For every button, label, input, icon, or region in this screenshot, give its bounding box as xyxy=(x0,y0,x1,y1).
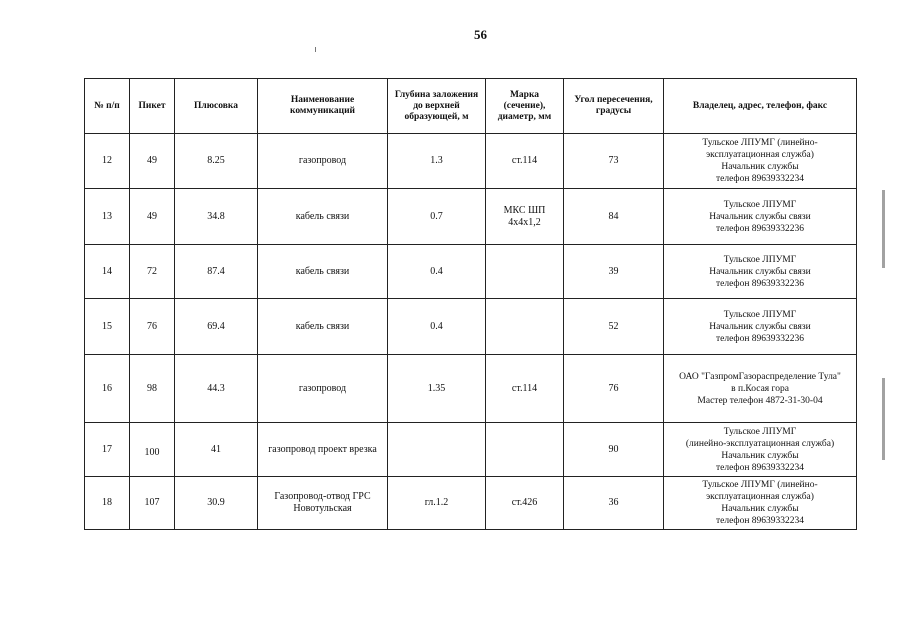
cell-name: кабель связи xyxy=(258,245,388,299)
table-row xyxy=(85,477,857,530)
page-number: 56 xyxy=(474,27,487,42)
cell-picket: 107 xyxy=(130,477,175,530)
cell-owner xyxy=(664,423,857,477)
cell-angle: 36 xyxy=(564,477,664,530)
cell-picket: 49 xyxy=(130,189,175,245)
cell-mark: ст.114 xyxy=(486,134,564,189)
cell-mark xyxy=(486,299,564,355)
cell-name: газопровод xyxy=(258,134,388,189)
cell-owner xyxy=(664,355,857,423)
owner-line: Тульское ЛПУМГ xyxy=(723,199,797,210)
scan-margin-mark xyxy=(882,378,885,460)
cell-angle: 76 xyxy=(564,355,664,423)
owner-line: телефон 89639332236 xyxy=(715,333,805,344)
cell-plus: 87.4 xyxy=(175,245,258,299)
table-row xyxy=(85,299,857,355)
cell-owner xyxy=(664,189,857,245)
cell-owner xyxy=(664,477,857,530)
cell-plus: 44.3 xyxy=(175,355,258,423)
owner-line: Начальник службы связи xyxy=(709,321,811,332)
cell-angle: 52 xyxy=(564,299,664,355)
scan-margin-mark xyxy=(882,190,885,268)
owner-line: в п.Косая гора xyxy=(731,383,789,394)
cell-num: 17 xyxy=(85,423,130,477)
cell-num: 14 xyxy=(85,245,130,299)
owner-line: Мастер телефон 4872-31-30-04 xyxy=(697,395,823,406)
cell-depth: 1.3 xyxy=(388,134,486,189)
header-name: Наименование коммуникаций xyxy=(258,79,388,134)
cell-num: 18 xyxy=(85,477,130,530)
owner-line: эксплуатационная служба) xyxy=(706,150,814,160)
cell-name: газопровод проект врезка xyxy=(258,423,388,477)
table-row xyxy=(85,134,857,189)
cell-depth xyxy=(388,423,486,477)
header-angle: Угол пересечения, градусы xyxy=(564,79,664,134)
cell-num: 15 xyxy=(85,299,130,355)
table-header xyxy=(85,79,857,134)
cell-picket: 72 xyxy=(130,245,175,299)
owner-line: телефон 89639332236 xyxy=(715,223,805,234)
cell-mark xyxy=(486,245,564,299)
owner-line: Начальник службы связи xyxy=(709,266,811,277)
owner-line: ОАО "ГазпромГазораспределение Тула" xyxy=(679,371,841,382)
cell-num: 13 xyxy=(85,189,130,245)
cell-plus: 34.8 xyxy=(175,189,258,245)
cell-owner xyxy=(664,245,857,299)
header-picket: Пикет xyxy=(130,79,175,134)
cell-mark: ст.114 xyxy=(486,355,564,423)
cell-num: 12 xyxy=(85,134,130,189)
header-row xyxy=(85,79,857,134)
table-body xyxy=(85,134,857,530)
cell-owner xyxy=(664,299,857,355)
cell-name: Газопровод-отвод ГРС Новотульская xyxy=(258,477,388,530)
cell-picket: 49 xyxy=(130,134,175,189)
table-row xyxy=(85,423,857,477)
cell-angle: 84 xyxy=(564,189,664,245)
owner-line: Начальник службы xyxy=(721,450,799,461)
cell-name: кабель связи xyxy=(258,189,388,245)
owner-line: телефон 89639332234 xyxy=(715,174,805,184)
table-row xyxy=(85,355,857,423)
owner-line: Тульское ЛПУМГ xyxy=(723,309,797,320)
cell-angle: 90 xyxy=(564,423,664,477)
owner-line: Тульское ЛПУМГ (линейно- xyxy=(702,480,818,490)
cell-picket: 100 xyxy=(130,423,175,477)
cell-depth: 0.4 xyxy=(388,245,486,299)
table-row xyxy=(85,189,857,245)
cell-mark xyxy=(486,423,564,477)
cell-depth: гл.1.2 xyxy=(388,477,486,530)
cell-plus: 69.4 xyxy=(175,299,258,355)
cell-depth: 1.35 xyxy=(388,355,486,423)
header-plus: Плюсовка xyxy=(175,79,258,134)
cell-depth: 0.7 xyxy=(388,189,486,245)
header-depth: Глубина заложения до верхней образующей, м xyxy=(388,79,486,134)
owner-line: эксплуатационная служба) xyxy=(706,492,814,502)
owner-line: (линейно-эксплуатационная служба) xyxy=(685,438,835,449)
header-owner: Владелец, адрес, телефон, факс xyxy=(664,79,857,134)
cell-plus: 41 xyxy=(175,423,258,477)
cell-plus: 8.25 xyxy=(175,134,258,189)
scan-artifact xyxy=(315,47,316,52)
owner-line: телефон 89639332234 xyxy=(715,462,805,473)
cell-name: кабель связи xyxy=(258,299,388,355)
cell-angle: 39 xyxy=(564,245,664,299)
owner-line: Начальник службы связи xyxy=(709,211,811,222)
owner-line: телефон 89639332236 xyxy=(715,278,805,289)
cell-picket: 76 xyxy=(130,299,175,355)
table-row xyxy=(85,245,857,299)
owner-line: Тульское ЛПУМГ xyxy=(723,254,797,265)
communications-table xyxy=(84,78,857,530)
cell-num: 16 xyxy=(85,355,130,423)
cell-mark: ст.426 xyxy=(486,477,564,530)
cell-name: газопровод xyxy=(258,355,388,423)
cell-owner xyxy=(664,134,857,189)
cell-plus: 30.9 xyxy=(175,477,258,530)
cell-mark: МКС ШП 4х4х1,2 xyxy=(486,189,564,245)
header-mark: Марка (сечение), диаметр, мм xyxy=(486,79,564,134)
cell-depth: 0.4 xyxy=(388,299,486,355)
owner-line: телефон 89639332234 xyxy=(715,516,805,526)
owner-line: Начальник службы xyxy=(721,162,799,172)
cell-angle: 73 xyxy=(564,134,664,189)
header-num: № п/п xyxy=(85,79,130,134)
owner-line: Начальник службы xyxy=(721,504,799,514)
cell-picket: 98 xyxy=(130,355,175,423)
owner-line: Тульское ЛПУМГ xyxy=(723,426,797,437)
owner-line: Тульское ЛПУМГ (линейно- xyxy=(702,138,818,148)
